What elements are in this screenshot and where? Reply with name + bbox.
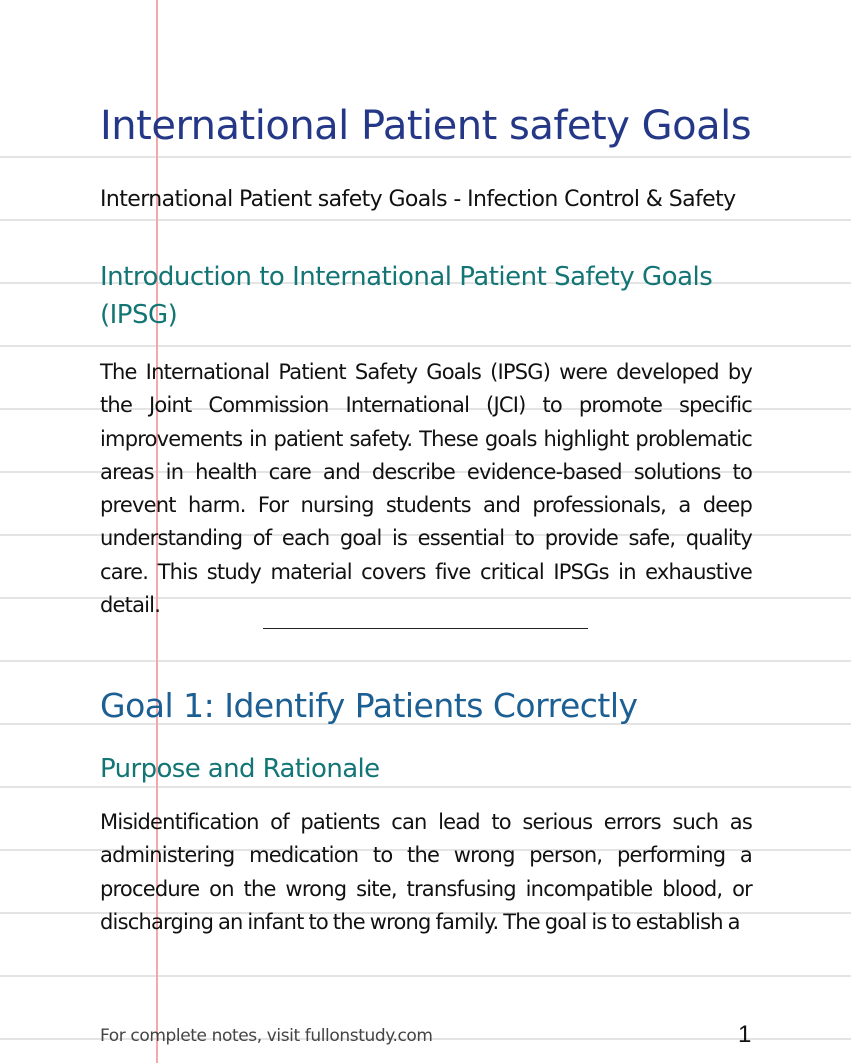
goal1-heading: Goal 1: Identify Patients Correctly [100,686,638,725]
page-number: 1 [738,1021,752,1048]
ruled-line [0,219,851,221]
intro-paragraph: The International Patient Safety Goals (IPSG) were developed by the Joint Commission International (JCI) to promote specific improvements in patient safety. These goals highlight problematic areas in health care and describe evidence-based solutions to prevent harm. For nursing students and professionals, a deep understanding of each goal is essential to provide safe, quality care. This study material covers five critical IPSGs in exhaustive detail. [100,360,752,618]
page-title: International Patient safety Goals [100,103,752,149]
purpose-paragraph: Misidentification of patients can lead to serious errors such as administering medication to the wrong person, performing a procedure on the wrong site, transfusing incompatible blood, or discharging an infant to the wrong family. The goal is to establish a [100,810,752,934]
section-divider [263,628,588,629]
ruled-line [0,345,851,347]
ruled-line [0,156,851,158]
page-subtitle: International Patient safety Goals - Infection Control & Safety [100,187,736,212]
footer-text: For complete notes, visit fullonstudy.com [100,1026,433,1046]
ruled-line [0,660,851,662]
purpose-heading: Purpose and Rationale [100,754,380,784]
ruled-line [0,975,851,977]
intro-heading: Introduction to International Patient Safety Goals (IPSG) [100,262,713,330]
